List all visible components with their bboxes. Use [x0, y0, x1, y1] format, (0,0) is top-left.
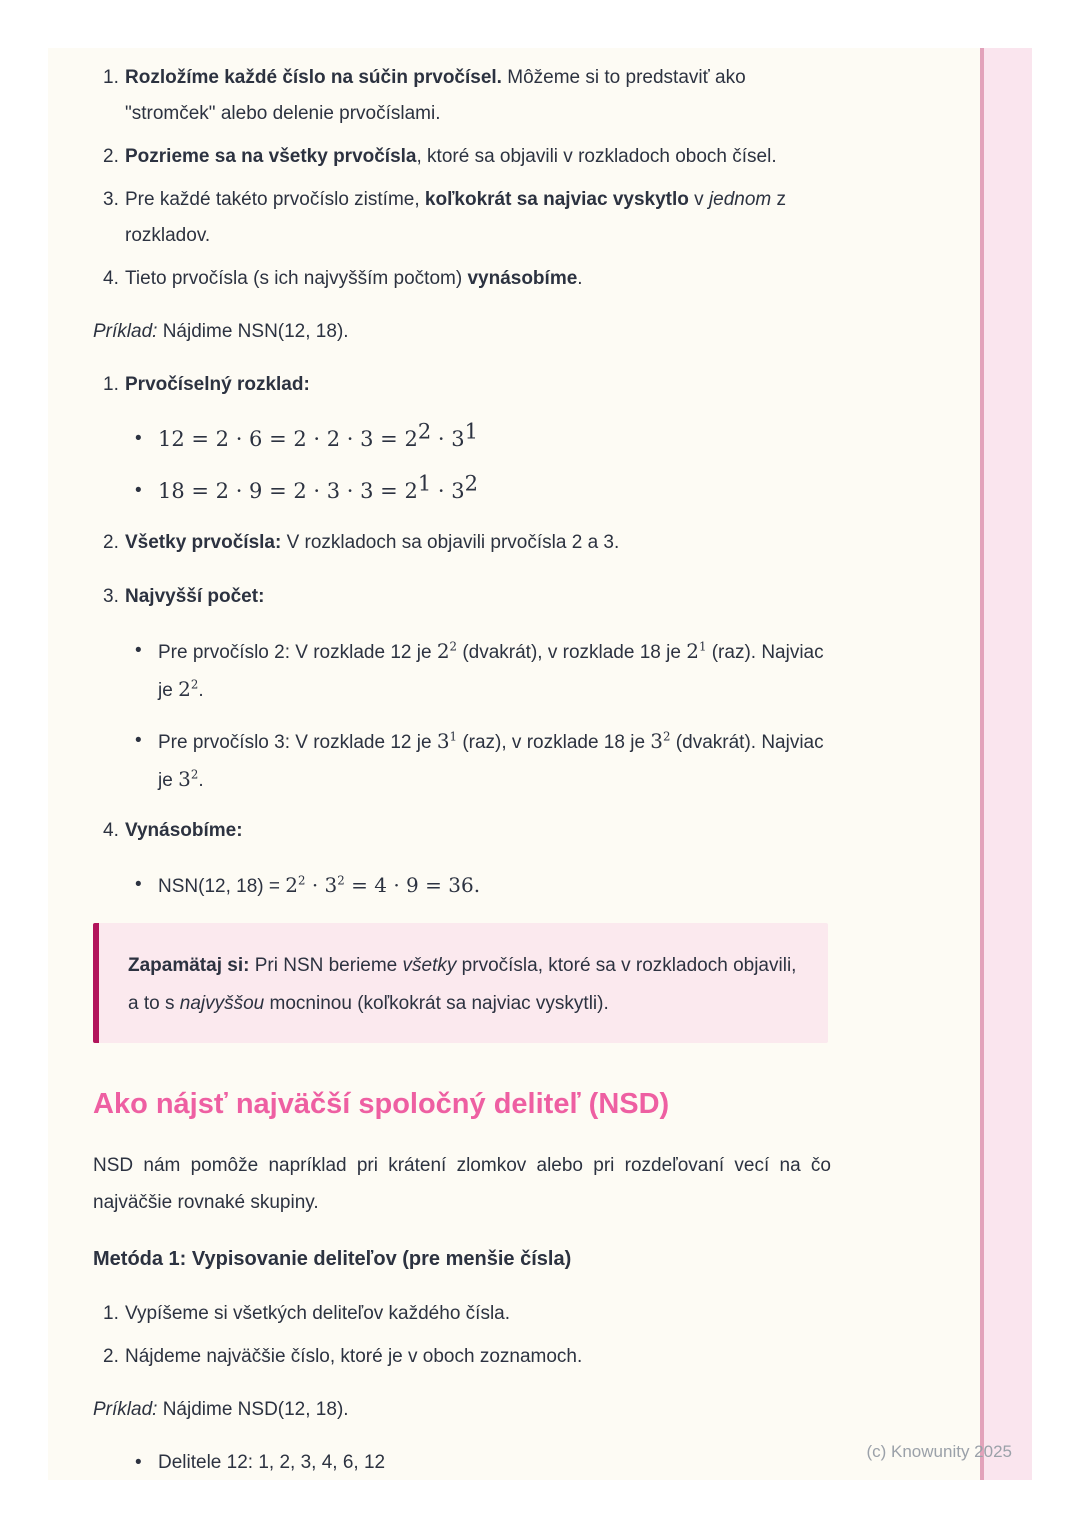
list-item-text: Vynásobíme: — [125, 820, 243, 841]
accent-stripe — [980, 48, 1032, 1480]
sub-bullet-text: Pre prvočíslo 2: V rozklade 12 je $2^2$ (dvakrát), v rozklade 18 je $2^1$ (raz). Najviac je $2^2$. — [158, 639, 824, 701]
list-item-text: Pre každé takéto prvočíslo zistíme, koľkokrát sa najviac vyskytlo v jednom z rozkladov. — [125, 189, 787, 246]
bullet-icon: • — [135, 730, 142, 751]
list-item-text: Rozložíme každé číslo na súčin prvočísel. Môžeme si to predstaviť ako "stromček" alebo delenie prvočíslami. — [125, 67, 746, 124]
list-marker: 3. — [103, 586, 119, 607]
list-item-text: Tieto prvočísla (s ich najvyšším počtom) vynásobíme. — [125, 268, 583, 289]
sub-bullet-item — [93, 473, 831, 511]
callout-note — [93, 923, 828, 1043]
sub-bullet-list — [93, 867, 831, 905]
list-marker: 2. — [103, 532, 119, 553]
method1-list — [93, 1296, 831, 1375]
callout-text: Zapamätaj si: Pri NSN berieme všetky prvočísla, ktoré sa v rozkladoch objavili, a to s najvyššou mocninou (koľkokrát sa najviac vyskytli). — [128, 955, 797, 1014]
example-nsd-paragraph: Príklad: Nájdime NSD(12, 18). — [93, 1399, 349, 1420]
method1-subheading: Metóda 1: Vypisovanie deliteľov (pre menšie čísla) — [93, 1248, 572, 1270]
list-item — [93, 579, 831, 615]
list-marker: 1. — [103, 374, 119, 395]
list-item-text: Všetky prvočísla: V rozkladoch sa objavili prvočísla 2 a 3. — [125, 532, 620, 553]
sub-bullet-list — [93, 633, 831, 799]
nsn-steps-list — [93, 60, 831, 297]
list-item — [93, 139, 831, 175]
sub-bullet-text: Delitele 12: 1, 2, 3, 4, 6, 12 — [158, 1452, 386, 1473]
list-item — [93, 261, 831, 297]
text-column — [93, 60, 831, 1481]
sub-bullet-list — [93, 421, 831, 511]
list-item — [93, 525, 831, 561]
nsd-intro-paragraph: NSD nám pomôže napríklad pri krátení zlomkov alebo pri rozdeľovaní vecí na čo najväčšie rovnaké skupiny. — [93, 1155, 831, 1213]
list-marker: 2. — [103, 146, 119, 167]
document-card — [48, 48, 1032, 1480]
list-item-text: Pozrieme sa na všetky prvočísla, ktoré sa objavili v rozkladoch oboch čísel. — [125, 146, 777, 167]
sub-bullet-item — [93, 633, 831, 709]
math-line: 18 = 2 · 9 = 2 · 3 · 3 = 21 · 32 — [158, 471, 478, 503]
bullet-icon: • — [135, 874, 142, 895]
sub-bullet-item — [93, 867, 831, 905]
math-line: 12 = 2 · 6 = 2 · 2 · 3 = 22 · 31 — [158, 419, 478, 451]
list-item — [93, 367, 831, 403]
example-nsn-paragraph: Príklad: Nájdime NSN(12, 18). — [93, 321, 349, 342]
list-marker: 4. — [103, 820, 119, 841]
sub-bullet-item — [93, 723, 831, 799]
bullet-icon: • — [135, 428, 142, 449]
list-item — [93, 60, 831, 132]
list-item — [93, 1296, 831, 1332]
list-item-text: Prvočíselný rozklad: — [125, 374, 310, 395]
list-marker: 2. — [103, 1346, 119, 1367]
list-marker: 4. — [103, 268, 119, 289]
nsn-example-list — [93, 367, 831, 905]
watermark: (c) Knowunity 2025 — [866, 1442, 1012, 1461]
list-item-text: Najvyšší počet: — [125, 586, 265, 607]
list-item-text: Vypíšeme si všetkých deliteľov každého čísla. — [125, 1303, 511, 1324]
sub-bullet-item — [93, 1445, 831, 1481]
bullet-icon: • — [135, 1452, 142, 1473]
list-marker: 1. — [103, 1303, 119, 1324]
list-item — [93, 813, 831, 849]
document-content — [48, 48, 831, 1481]
bullet-icon: • — [135, 480, 142, 501]
list-item-text: Nájdeme najväčšie číslo, ktoré je v oboch zoznamoch. — [125, 1346, 583, 1367]
list-marker: 1. — [103, 67, 119, 88]
divisors-list — [93, 1445, 831, 1481]
sub-bullet-item — [93, 421, 831, 459]
list-item — [93, 1339, 831, 1375]
bullet-icon: • — [135, 640, 142, 661]
nsd-section-heading: Ako nájsť najväčší spoločný deliteľ (NSD) — [93, 1088, 670, 1120]
list-item — [93, 182, 831, 254]
list-marker: 3. — [103, 189, 119, 210]
sub-bullet-text: Pre prvočíslo 3: V rozklade 12 je $3^1$ (raz), v rozklade 18 je $3^2$ (dvakrát). Najviac je $3^2$. — [158, 729, 824, 791]
sub-bullet-text: NSN(12, $18) = 2^2 \cdot 3^2 = 4 \cdot 9 = 36$. — [158, 873, 481, 897]
